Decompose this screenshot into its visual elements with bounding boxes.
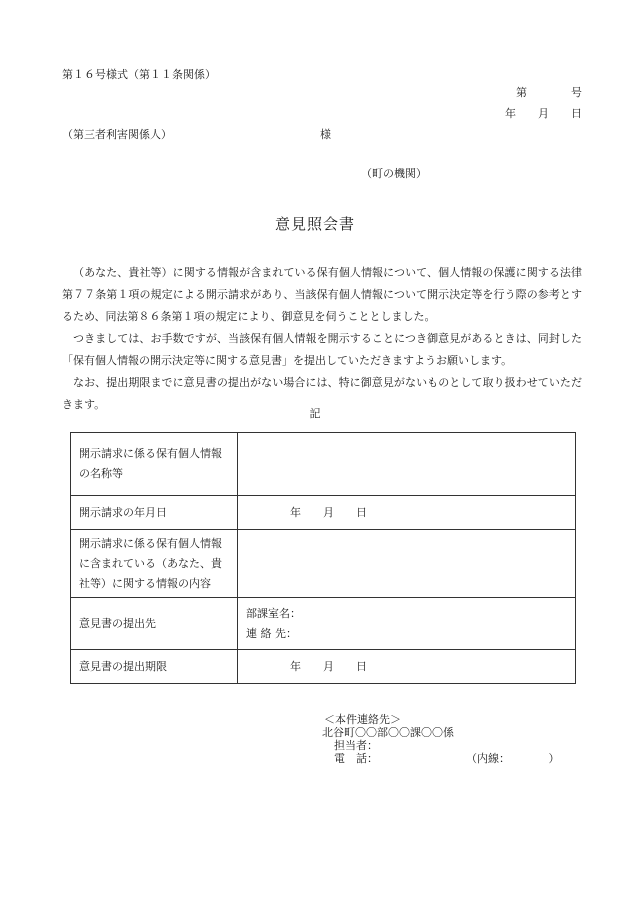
addressee: （第三者利害関係人） bbox=[62, 128, 172, 141]
contact-field: 連 絡 先： bbox=[246, 626, 297, 640]
paragraph-2: つきましては、お手数ですが、当該保有個人情報を開示することにつき御意見があるときは、同封した「保有個人情報の開示決定等に関する意見書」を提出していただきますようお願いします。 bbox=[62, 332, 582, 367]
details-table bbox=[70, 432, 576, 684]
table-row bbox=[71, 598, 576, 650]
honorific: 様 bbox=[320, 128, 331, 141]
sender: （町の機関） bbox=[361, 167, 427, 180]
table-row bbox=[71, 433, 576, 496]
deadline-label: 意見書の提出期限 bbox=[71, 650, 238, 684]
body-text bbox=[62, 262, 582, 416]
paragraph-1: （あなた、貴社等）に関する情報が含まれている保有個人情報について、個人情報の保護に関する法律第７７条第１項の規定による開示請求があり、当該保有個人情報について開示決定等を行う際の参考とするため、同法第８６条第１項の規定により、御意見を伺うこととしました。 bbox=[62, 266, 582, 323]
date-label: 年 月 日 bbox=[505, 107, 582, 120]
table-row bbox=[71, 650, 576, 684]
submit-to-value bbox=[238, 598, 576, 650]
info-content-label: 開示請求に係る保有個人情報に含まれている（あなた、貴社等）に関する情報の内容 bbox=[71, 530, 238, 598]
info-name-value bbox=[238, 433, 576, 496]
info-content-value bbox=[238, 530, 576, 598]
contact-phone bbox=[322, 752, 560, 765]
phone-label: 電 話： bbox=[334, 752, 378, 765]
contact-block bbox=[322, 713, 560, 765]
request-date-value: 年 月 日 bbox=[238, 496, 576, 530]
contact-department: 北谷町〇〇部〇〇課〇〇係 bbox=[322, 726, 454, 739]
document-title: 意見照会書 bbox=[274, 215, 355, 233]
contact-heading: ＜本件連絡先＞ bbox=[324, 713, 401, 726]
submit-to-label: 意見書の提出先 bbox=[71, 598, 238, 650]
extension-label: （内線： ） bbox=[466, 752, 560, 765]
department-field: 部課室名： bbox=[246, 606, 301, 620]
number-label: 第 号 bbox=[516, 86, 582, 99]
table-row bbox=[71, 496, 576, 530]
ki-heading: 記 bbox=[309, 407, 321, 420]
form-label: 第１６号様式（第１１条関係） bbox=[62, 68, 216, 81]
request-date-label: 開示請求の年月日 bbox=[71, 496, 238, 530]
contact-person: 担当者： bbox=[334, 739, 378, 752]
paragraph-3: なお、提出期限までに意見書の提出がない場合には、特に御意見がないものとして取り扱わせていただきます。 bbox=[62, 376, 582, 411]
table-row bbox=[71, 530, 576, 598]
info-name-label: 開示請求に係る保有個人情報の名称等 bbox=[71, 433, 238, 496]
deadline-value: 年 月 日 bbox=[238, 650, 576, 684]
